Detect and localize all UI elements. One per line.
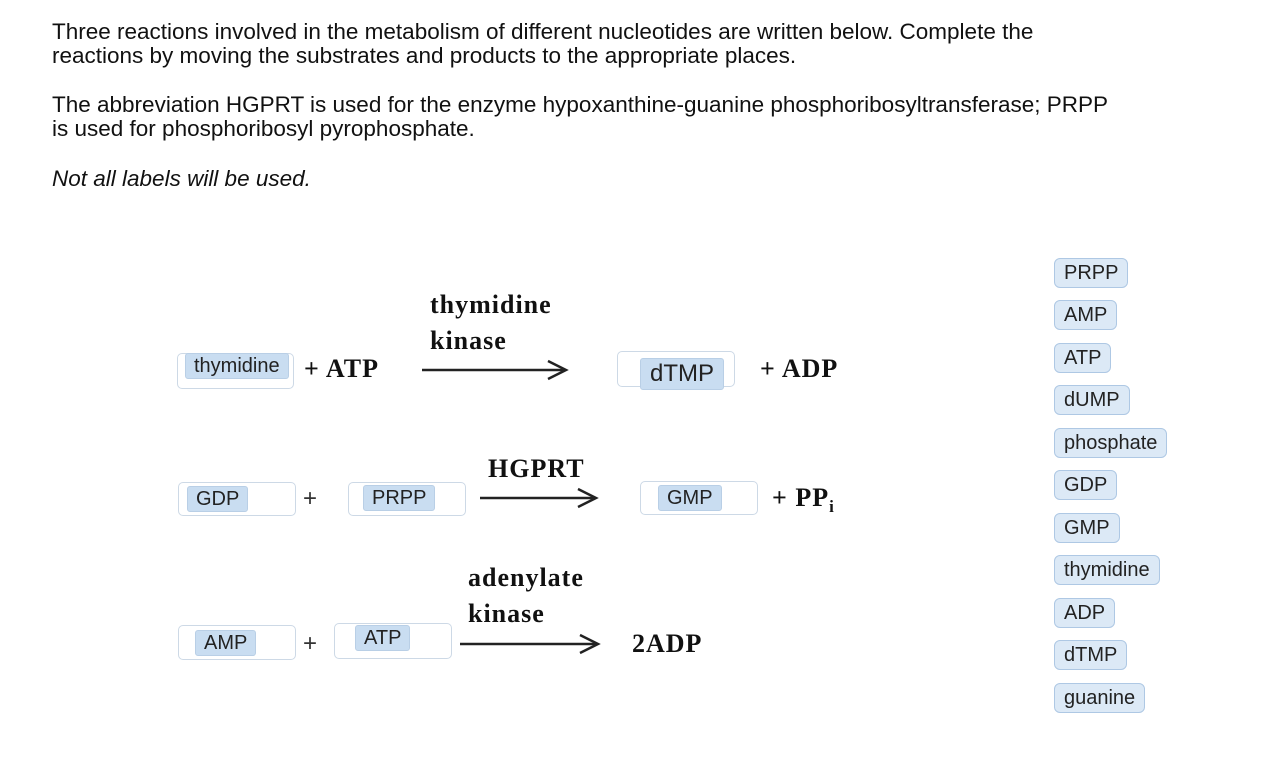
bank-label-dtmp[interactable]: dTMP xyxy=(1054,640,1127,670)
reaction1-arrow-icon xyxy=(422,358,570,382)
instruction-line-2: reactions by moving the substrates and products to the appropriate places. xyxy=(52,43,797,68)
reaction3-enzyme-line2: kinase xyxy=(468,599,545,628)
reaction2-plus: + xyxy=(303,485,318,512)
placed-label-thymidine[interactable]: thymidine xyxy=(185,353,289,379)
reaction1-enzyme-line1: thymidine xyxy=(430,290,552,319)
reaction1-coproduct: + ADP xyxy=(760,354,839,383)
placed-label-atp[interactable]: ATP xyxy=(355,625,410,651)
reaction3-enzyme-line1: adenylate xyxy=(468,563,584,592)
bank-label-thymidine[interactable]: thymidine xyxy=(1054,555,1160,585)
reaction3-arrow-icon xyxy=(460,632,602,656)
placed-label-amp[interactable]: AMP xyxy=(195,630,256,656)
instruction-line-3: The abbreviation HGPRT is used for the enzyme hypoxanthine-guanine phosphoribosyltransferase; PRPP xyxy=(52,92,1109,117)
reaction3-product: 2ADP xyxy=(632,629,703,658)
instruction-note: Not all labels will be used. xyxy=(52,166,311,191)
drop-target-r2-product[interactable] xyxy=(640,481,758,515)
drop-target-r1-product[interactable] xyxy=(617,351,735,387)
placed-label-gmp[interactable]: GMP xyxy=(658,485,722,511)
drop-target-r3-substrate1[interactable] xyxy=(178,625,296,660)
reaction2-coproduct-subscript: i xyxy=(829,497,835,517)
instruction-line-1: Three reactions involved in the metabolism of different nucleotides are written below. Complete the xyxy=(52,19,1034,44)
bank-label-amp[interactable]: AMP xyxy=(1054,300,1117,330)
placed-label-dtmp[interactable]: dTMP xyxy=(640,358,724,390)
bank-label-atp[interactable]: ATP xyxy=(1054,343,1111,373)
drop-target-r2-substrate1[interactable] xyxy=(178,482,296,516)
bank-label-dump[interactable]: dUMP xyxy=(1054,385,1130,415)
bank-label-gmp[interactable]: GMP xyxy=(1054,513,1120,543)
bank-label-gdp[interactable]: GDP xyxy=(1054,470,1117,500)
bank-label-guanine[interactable]: guanine xyxy=(1054,683,1145,713)
drop-target-r3-substrate2[interactable] xyxy=(334,623,452,659)
placed-label-prpp[interactable]: PRPP xyxy=(363,485,435,511)
reaction1-cosubstrate: + ATP xyxy=(304,354,379,383)
reaction2-coproduct-text: + PP xyxy=(772,483,830,512)
instruction-line-4: is used for phosphoribosyl pyrophosphate. xyxy=(52,116,475,141)
reaction2-coproduct xyxy=(772,483,835,517)
placed-label-gdp[interactable]: GDP xyxy=(187,486,248,512)
reaction2-arrow-icon xyxy=(480,486,600,510)
reaction2-enzyme: HGPRT xyxy=(488,454,585,483)
reaction3-plus: + xyxy=(303,630,318,657)
bank-label-phosphate[interactable]: phosphate xyxy=(1054,428,1167,458)
reaction1-enzyme-line2: kinase xyxy=(430,326,507,355)
drop-target-r2-substrate2[interactable] xyxy=(348,482,466,516)
drop-target-r1-substrate[interactable] xyxy=(177,353,294,389)
bank-label-prpp[interactable]: PRPP xyxy=(1054,258,1128,288)
bank-label-adp[interactable]: ADP xyxy=(1054,598,1115,628)
